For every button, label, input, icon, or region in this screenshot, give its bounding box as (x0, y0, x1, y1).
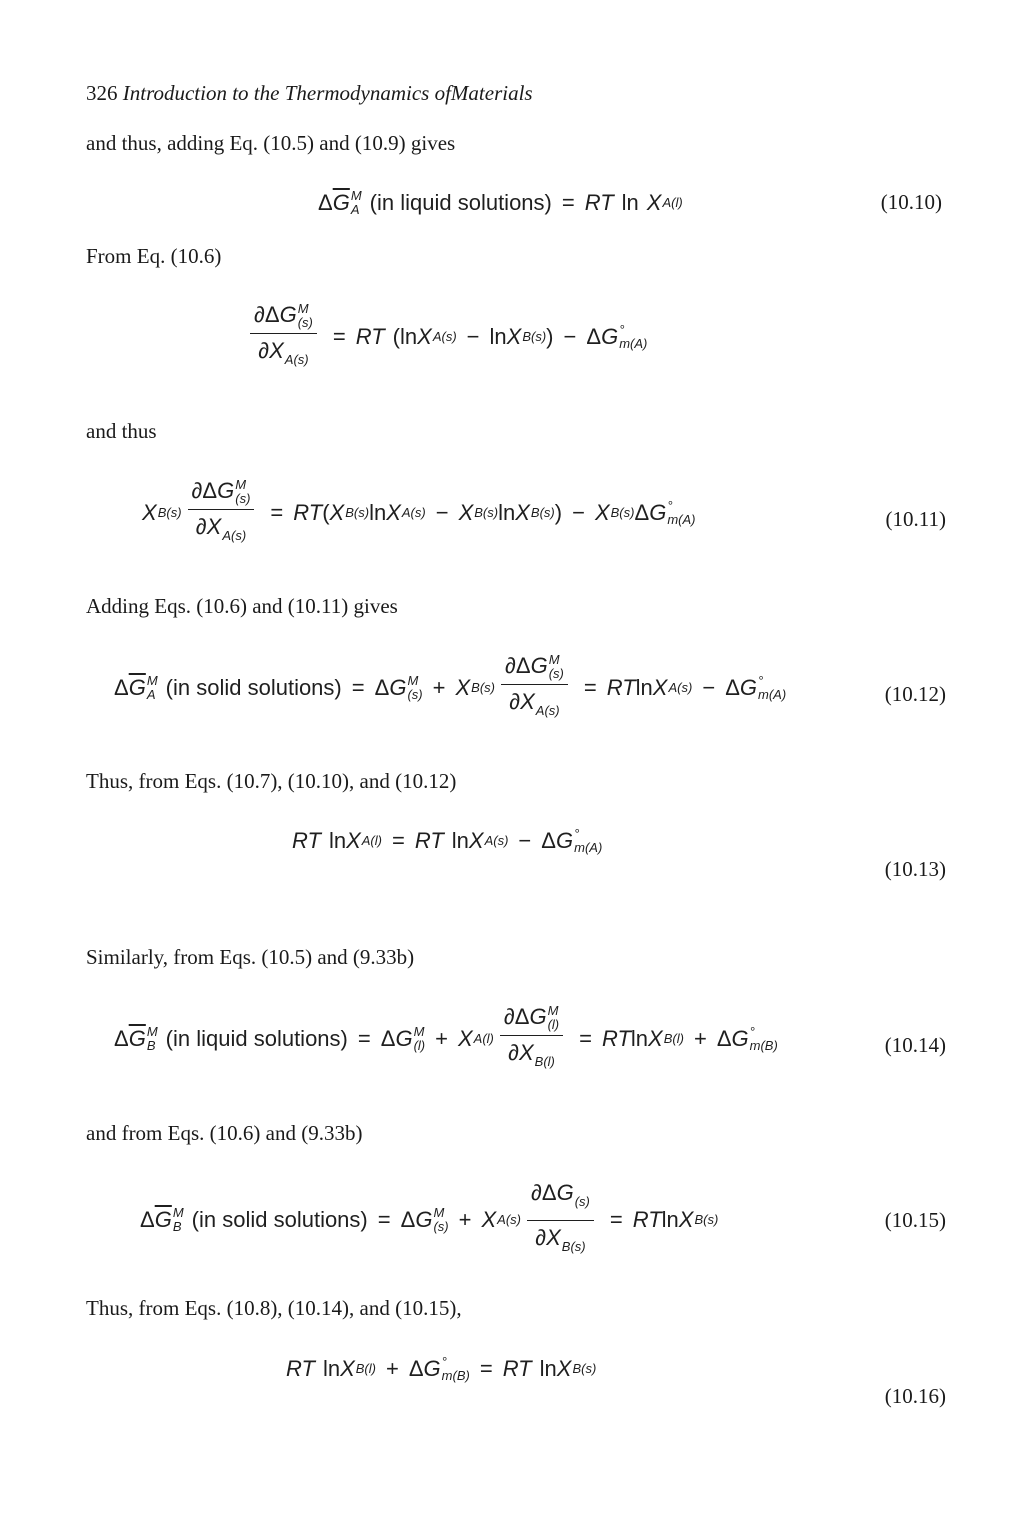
equation-number: (10.14) (884, 1033, 946, 1057)
eq-text-liquid: (in liquid solutions) (165, 1026, 348, 1051)
equation-derivative: ∂ΔG M (s) $\partial X_{A(s)}$ = RT (ln X A(s) − ln X B(s) ) − Δ G ° m(A) (244, 300, 647, 374)
paragraph-8: Thus, from Eqs. (10.8), (10.14), and (10.15), (86, 1296, 462, 1320)
equation-10-15: $\Delta\overline{G}$ M B (in solid solutions) = Δ G M (s) + X A(s) $\frac{\partial\Delta G_{(s)}}{\partial X_{B(s)}}$ = RT ln X B(s) (140, 1180, 719, 1254)
running-header (86, 80, 533, 106)
equation-number: (10.12) (884, 682, 946, 706)
equation-number: (10.16) (884, 1384, 946, 1408)
equation-10-14: $\Delta\overline{G}$ M B (in liquid solutions) = Δ G M (l) + X A(l) ∂ΔG M (l) $\partial X_{B(l)}$ = RT ln X B(l) + Δ G ° m(B) (114, 1003, 778, 1069)
paragraph-5: Thus, from Eqs. (10.7), (10.10), and (10.12) (86, 769, 457, 793)
paragraph-6: Similarly, from Eqs. (10.5) and (9.33b) (86, 945, 415, 969)
equation-10-11: X B(s) ∂ΔG M (s) $\partial X_{A(s)}$ = RT ( X B(s) ln X A(s) − X B(s) ln X B(s) ) − X B(s) Δ G ° m(A) (142, 477, 696, 543)
eq-text-liquid: (in liquid solutions) (369, 190, 552, 215)
book-title: Introduction to the Thermodynamics ofMaterials (122, 81, 533, 105)
equation-10-12: $\Delta\overline{G}$ M A (in solid solutions) = Δ G M (s) + X B(s) ∂ΔG M (s) $\partial X_{A(s)}$ = RT ln X A(s) − Δ G ° m(A) (114, 652, 787, 718)
paragraph-7: and from Eqs. (10.6) and (9.33b) (86, 1121, 363, 1145)
equation-10-13: RT ln X A(l) = RT ln X A(s) − Δ G ° m(A) (292, 826, 603, 855)
equation-number: (10.13) (884, 857, 946, 881)
equation-number: (10.10) (880, 190, 942, 214)
eq-text-solid: (in solid solutions) (191, 1206, 368, 1232)
page-number: 326 (86, 81, 118, 105)
paragraph-4: Adding Eqs. (10.6) and (10.11) gives (86, 594, 398, 618)
paragraph-1: and thus, adding Eq. (10.5) and (10.9) gives (86, 131, 456, 155)
equation-number: (10.11) (885, 507, 946, 531)
equation-10-16: RT ln X B(l) + Δ G ° m(B) = RT ln X B(s) (286, 1354, 597, 1383)
equation-10-10: $\Delta\overline{G}$ M A (in liquid solutions) = RT ln X A(l) (318, 188, 683, 217)
equation-number: (10.15) (884, 1208, 946, 1232)
eq-text-solid: (in solid solutions) (165, 675, 342, 700)
paragraph-2: From Eq. (10.6) (86, 244, 222, 268)
paragraph-3: and thus (86, 419, 157, 443)
